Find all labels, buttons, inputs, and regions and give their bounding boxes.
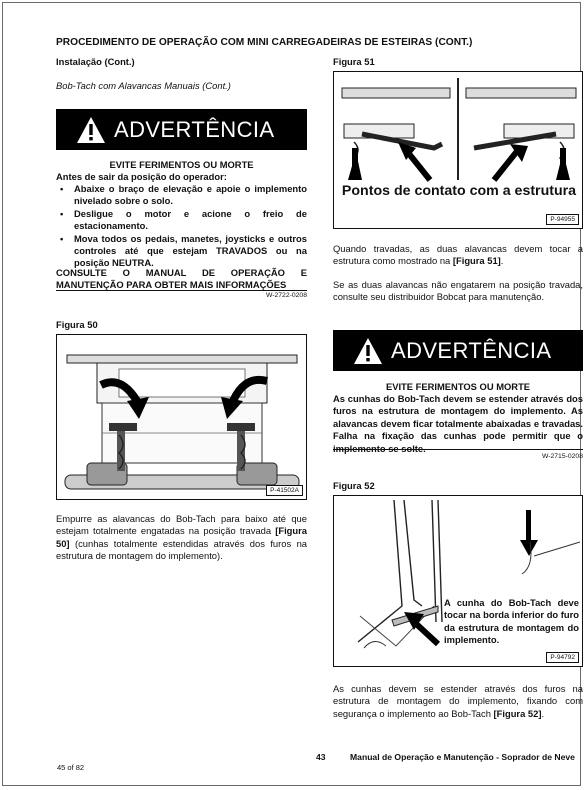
warning-1-list <box>56 183 307 270</box>
figure-51-drawing <box>334 72 583 229</box>
left-paragraph-text: Empurre as alavancas do Bob-Tach para baixo até que estejam totalmente engatadas na posição travada <box>56 513 307 537</box>
warning-2-body: As cunhas do Bob-Tach devem se estender através dos furos na estrutura de montagem do implemento. As alavancas devem ficar totalmente abaixadas e travadas. Falha na fixação das cunhas pode permitir que o implemento se solte. <box>333 393 583 454</box>
figure-50-drawing <box>57 335 307 500</box>
figure-50-code: P-41502A <box>266 485 303 496</box>
page-counter: 45 of 82 <box>57 763 85 772</box>
warning-1-bullet: • Desligue o motor e acione o freio de estacionamento. <box>56 208 307 233</box>
figure-51-caption: Pontos de contato com a estrutura <box>341 183 577 199</box>
figure-51-image <box>333 71 583 229</box>
warning-2-heading: EVITE FERIMENTOS OU MORTE <box>385 381 531 392</box>
page-number: 43 <box>316 752 326 762</box>
figure-52-label: Figura 52 <box>333 480 375 491</box>
right-paragraph-2: Se as duas alavancas não engatarem na posição travada, consulte seu distribuidor Bobcat para manutenção. <box>333 279 583 303</box>
figure-51-code: P-94955 <box>546 214 579 225</box>
figure-52-caption: A cunha do Bob-Tach deve tocar na borda inferior do furo da estrutura de montagem do implemento. <box>444 597 579 646</box>
warning-banner-1 <box>56 109 307 150</box>
warning-2-rule <box>333 449 583 450</box>
warning-1-heading: EVITE FERIMENTOS OU MORTE <box>109 159 254 170</box>
warning-banner-2 <box>333 330 583 371</box>
figure-51-reference: [Figura 51] <box>452 255 501 267</box>
warning-banner-1-text: ADVERTÊNCIA <box>114 116 275 142</box>
warning-1-closing: CONSULTE O MANUAL DE OPERAÇÃO E MANUTENÇÃO PARA OBTER MAIS INFORMAÇÕES <box>56 267 307 291</box>
warning-1-rule <box>56 290 307 291</box>
warning-triangle-icon <box>353 337 383 365</box>
warning-1-code: W-2722-0208 <box>265 292 307 299</box>
figure-52-reference: [Figura 52] <box>493 707 542 719</box>
right-paragraph-1-text: . <box>500 255 504 267</box>
right-paragraph-1 <box>333 243 583 268</box>
right-paragraph-3 <box>333 683 583 720</box>
figure-51-label: Figura 51 <box>333 56 375 67</box>
right-paragraph-3-text: . <box>541 707 545 719</box>
figure-50-image <box>56 334 307 500</box>
warning-2-code: W-2715-0208 <box>541 453 583 460</box>
section-heading: Instalação (Cont.) <box>56 56 135 67</box>
left-paragraph <box>56 513 307 563</box>
figure-52-image <box>333 495 583 667</box>
subsection-heading: Bob-Tach com Alavancas Manuais (Cont.) <box>56 80 231 91</box>
figure-52-code: P-94792 <box>546 652 579 663</box>
warning-1-intro: Antes de sair da posição do operador: <box>56 171 227 182</box>
left-paragraph-text: (cunhas totalmente estendidas através dos furos na estrutura de montagem do implemento). <box>56 537 307 562</box>
warning-banner-2-text: ADVERTÊNCIA <box>391 337 552 363</box>
warning-triangle-icon <box>76 116 106 144</box>
right-paragraph-1-text: Quando travadas, as duas alavancas devem tocar a estrutura como mostrado na <box>333 243 583 267</box>
figure-50-reference: [Figura 50] <box>56 525 307 549</box>
page-header-title: PROCEDIMENTO DE OPERAÇÃO COM MINI CARREGADEIRAS DE ESTEIRAS (CONT.) <box>56 37 473 48</box>
figure-50-label: Figura 50 <box>56 319 98 330</box>
warning-1-bullet: • Mova todos os pedais, manetes, joysticks e outros controles até que estejam TRAVADOS ou na posição NEUTRA. <box>56 233 307 270</box>
right-paragraph-3-text: As cunhas devem se estender através dos furos na estrutura de montagem do implemento, fixando com segurança o implemento ao Bob-Tach <box>333 683 583 719</box>
manual-title: Manual de Operação e Manutenção - Soprador de Neve <box>350 752 575 762</box>
warning-1-bullet: • Abaixe o braço de elevação e apoie o implemento nivelado sobre o solo. <box>56 183 307 208</box>
